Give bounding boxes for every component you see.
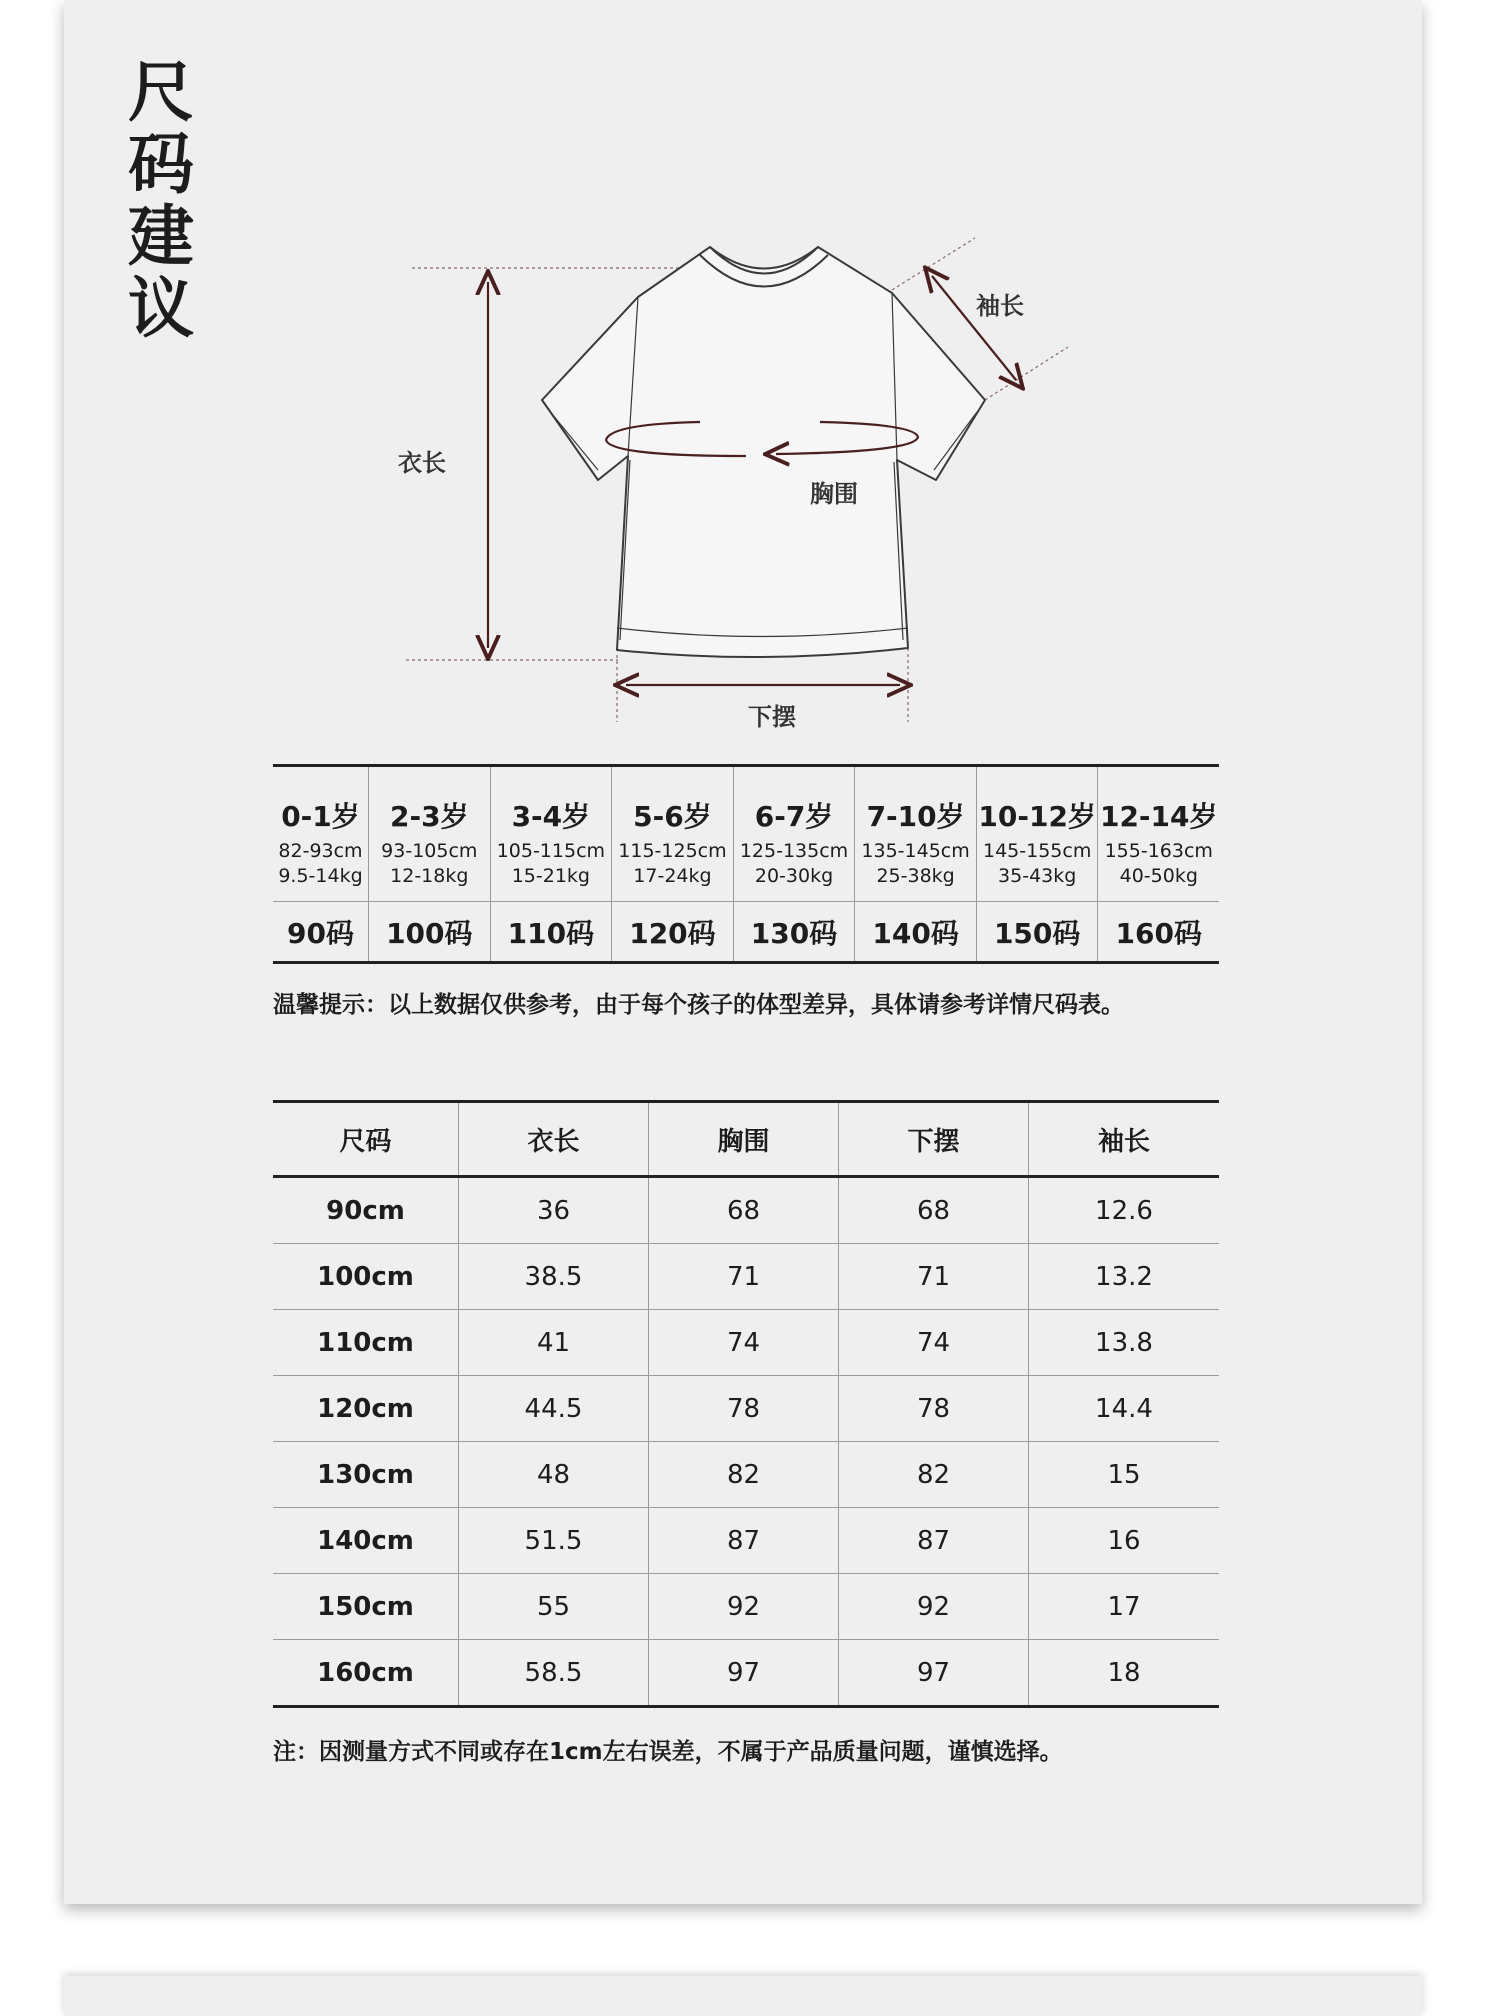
sleeve-cell: 12.6 bbox=[1028, 1178, 1219, 1243]
weight-range: 17-24kg bbox=[633, 865, 712, 887]
age-column bbox=[733, 767, 855, 961]
hem-cell: 71 bbox=[838, 1244, 1028, 1309]
length-label: 衣长 bbox=[398, 449, 446, 477]
tshirt-diagram bbox=[0, 0, 1500, 760]
chest-cell: 68 bbox=[648, 1178, 838, 1243]
chest-label: 胸围 bbox=[810, 480, 858, 508]
length-cell: 48 bbox=[458, 1442, 648, 1507]
height-range: 155-163cm bbox=[1104, 840, 1213, 862]
size-cell: 90cm bbox=[326, 1195, 405, 1226]
footnote-text: 注：因测量方式不同或存在1cm左右误差，不属于产品质量问题，谨慎选择。 bbox=[273, 1739, 1063, 1765]
size-cell: 110cm bbox=[317, 1327, 414, 1358]
height-range: 115-125cm bbox=[618, 840, 727, 862]
table-row bbox=[273, 1376, 1219, 1442]
height-range: 93-105cm bbox=[381, 840, 478, 862]
recommended-size: 110码 bbox=[507, 916, 595, 950]
hem-cell: 74 bbox=[838, 1310, 1028, 1375]
length-cell: 55 bbox=[458, 1574, 648, 1639]
weight-range: 9.5-14kg bbox=[278, 865, 363, 887]
weight-range: 15-21kg bbox=[511, 865, 590, 887]
age-label: 3-4岁 bbox=[511, 800, 591, 833]
recommended-size: 90码 bbox=[287, 916, 354, 950]
hem-cell: 97 bbox=[838, 1640, 1028, 1705]
size-chart-table bbox=[273, 1100, 1219, 1708]
age-column bbox=[976, 767, 1098, 961]
recommended-size: 130码 bbox=[750, 916, 838, 950]
sleeve-cell: 17 bbox=[1028, 1574, 1219, 1639]
sleeve-cell: 15 bbox=[1028, 1442, 1219, 1507]
chest-cell: 92 bbox=[648, 1574, 838, 1639]
age-column bbox=[854, 767, 976, 961]
length-cell: 41 bbox=[458, 1310, 648, 1375]
size-cell: 120cm bbox=[317, 1393, 414, 1424]
weight-range: 40-50kg bbox=[1119, 865, 1198, 887]
age-column bbox=[490, 767, 612, 961]
size-cell: 100cm bbox=[317, 1261, 414, 1292]
chest-cell: 87 bbox=[648, 1508, 838, 1573]
recommended-size: 100码 bbox=[386, 916, 473, 950]
age-label: 10-12岁 bbox=[978, 800, 1096, 833]
length-cell: 51.5 bbox=[458, 1508, 648, 1573]
size-cell: 150cm bbox=[317, 1591, 414, 1622]
age-column bbox=[273, 767, 368, 961]
table-row bbox=[273, 1244, 1219, 1310]
next-card-edge bbox=[64, 1976, 1422, 2016]
tshirt-icon bbox=[542, 247, 985, 657]
recommended-size: 160码 bbox=[1115, 916, 1202, 950]
table-row bbox=[273, 1178, 1219, 1244]
length-cell: 36 bbox=[458, 1178, 648, 1243]
age-column bbox=[368, 767, 490, 961]
chest-cell: 78 bbox=[648, 1376, 838, 1441]
age-label: 5-6岁 bbox=[633, 800, 712, 833]
age-label: 0-1岁 bbox=[281, 800, 360, 833]
size-cell: 130cm bbox=[317, 1459, 414, 1490]
height-range: 82-93cm bbox=[278, 840, 363, 862]
chest-cell: 71 bbox=[648, 1244, 838, 1309]
chest-cell: 74 bbox=[648, 1310, 838, 1375]
age-label: 12-14岁 bbox=[1099, 800, 1218, 833]
tip-text: 温馨提示：以上数据仅供参考，由于每个孩子的体型差异，具体请参考详情尺码表。 bbox=[273, 992, 1124, 1018]
hem-cell: 82 bbox=[838, 1442, 1028, 1507]
sleeve-cell: 18 bbox=[1028, 1640, 1219, 1705]
weight-range: 20-30kg bbox=[754, 865, 834, 887]
height-range: 125-135cm bbox=[739, 840, 849, 862]
weight-range: 12-18kg bbox=[390, 865, 469, 887]
header-chest: 胸围 bbox=[648, 1103, 838, 1175]
hem-cell: 87 bbox=[838, 1508, 1028, 1573]
sleeve-label: 袖长 bbox=[976, 292, 1024, 320]
recommended-size: 120码 bbox=[629, 916, 716, 950]
chest-cell: 82 bbox=[648, 1442, 838, 1507]
hem-cell: 92 bbox=[838, 1574, 1028, 1639]
title-char-1: 尺 bbox=[128, 54, 194, 131]
weight-range: 35-43kg bbox=[998, 865, 1077, 887]
age-label: 7-10岁 bbox=[866, 800, 965, 833]
hem-label: 下摆 bbox=[748, 703, 796, 731]
chest-cell: 97 bbox=[648, 1640, 838, 1705]
age-size-table bbox=[273, 764, 1219, 964]
recommended-size: 150码 bbox=[993, 916, 1081, 950]
height-range: 105-115cm bbox=[496, 840, 606, 862]
length-cell: 44.5 bbox=[458, 1376, 648, 1441]
header-size: 尺码 bbox=[339, 1126, 392, 1157]
age-label: 6-7岁 bbox=[754, 800, 834, 833]
table-row bbox=[273, 1310, 1219, 1376]
title-char-4: 议 bbox=[128, 270, 194, 347]
table-header-row bbox=[273, 1103, 1219, 1178]
size-cell: 140cm bbox=[317, 1525, 414, 1556]
recommended-size: 140码 bbox=[872, 916, 959, 950]
sleeve-cell: 14.4 bbox=[1028, 1376, 1219, 1441]
hem-cell: 78 bbox=[838, 1376, 1028, 1441]
header-hem: 下摆 bbox=[838, 1103, 1028, 1175]
table-row bbox=[273, 1640, 1219, 1705]
title-char-2: 码 bbox=[128, 126, 194, 203]
length-cell: 58.5 bbox=[458, 1640, 648, 1705]
weight-range: 25-38kg bbox=[876, 865, 955, 887]
header-sleeve: 袖长 bbox=[1028, 1103, 1219, 1175]
size-cell: 160cm bbox=[317, 1657, 414, 1688]
height-range: 135-145cm bbox=[861, 840, 970, 862]
header-length: 衣长 bbox=[458, 1103, 648, 1175]
height-range: 145-155cm bbox=[983, 840, 1092, 862]
table-row bbox=[273, 1442, 1219, 1508]
table-row bbox=[273, 1508, 1219, 1574]
sleeve-cell: 13.2 bbox=[1028, 1244, 1219, 1309]
hem-cell: 68 bbox=[838, 1178, 1028, 1243]
title-char-3: 建 bbox=[128, 198, 194, 275]
age-column bbox=[611, 767, 733, 961]
age-label: 2-3岁 bbox=[389, 800, 469, 833]
sleeve-cell: 16 bbox=[1028, 1508, 1219, 1573]
table-row bbox=[273, 1574, 1219, 1640]
sleeve-cell: 13.8 bbox=[1028, 1310, 1219, 1375]
length-cell: 38.5 bbox=[458, 1244, 648, 1309]
age-column bbox=[1097, 767, 1219, 961]
